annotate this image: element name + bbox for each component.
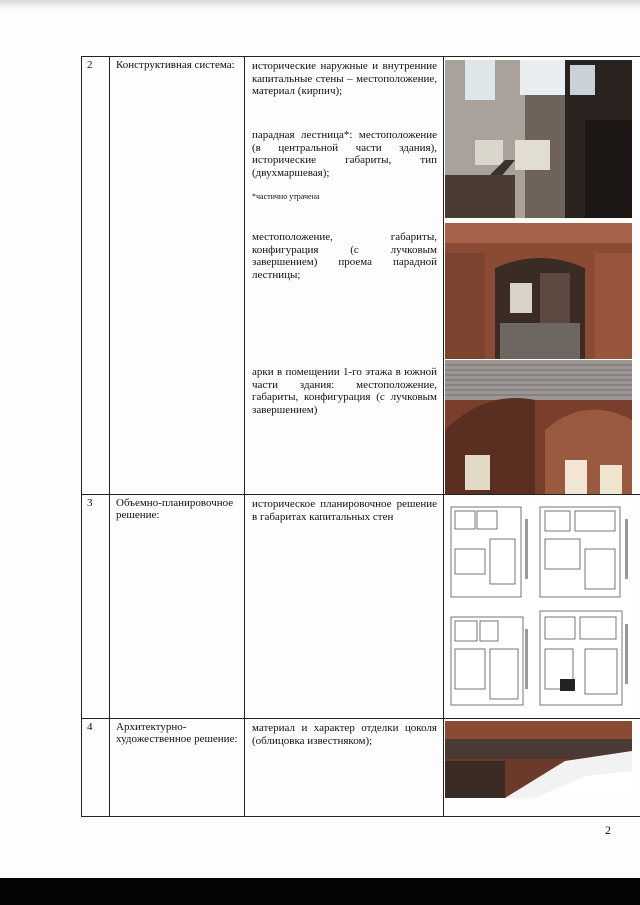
text-block: материал и характер отделки цоколя (облицовка известняком); [252, 722, 437, 747]
heritage-spec-table [81, 56, 640, 817]
scan-top-edge [0, 0, 640, 10]
photo-cell [444, 57, 640, 495]
text-block: местоположение, габариты, конфигурация (с лучковым завершением) проема парадной лестницы; [252, 231, 437, 281]
row-number: 2 [82, 57, 110, 495]
text-block: исторические наружные и внутренние капитальные стены – местоположение, материал (кирпич); [252, 60, 437, 98]
row-number: 4 [82, 719, 110, 817]
text-block: арки в помещении 1-го этажа в южной части здания: местоположение, габариты, конфигурация (с лучковым завершением) [252, 366, 437, 416]
ground-floor-arches-photo [445, 360, 632, 494]
table-row [82, 719, 640, 817]
scan-bottom-edge [0, 878, 640, 905]
floor-plans-image [445, 499, 632, 714]
text-block: парадная лестница*: местоположение (в центральной части здания), исторические габариты, тип (двухмаршевая); [252, 129, 437, 179]
page-number: 2 [605, 823, 611, 837]
plinth-photo [445, 721, 632, 798]
photo-cell [444, 495, 640, 719]
photo-cell [444, 719, 640, 817]
table-row [82, 495, 640, 719]
row-description [245, 495, 444, 719]
staircase-photo [445, 60, 632, 218]
row-title: Конструктивная система: [110, 57, 245, 495]
stair-opening-photo [445, 223, 632, 359]
table-row [82, 57, 640, 495]
row-number: 3 [82, 495, 110, 719]
row-title: Объемно-планировочное решение: [110, 495, 245, 719]
row-title: Архитектурно-художественное решение: [110, 719, 245, 817]
row-description [245, 57, 444, 495]
footnote: *частично утрачена [252, 192, 320, 201]
text-block: историческое планировочное решение в габаритах капитальных стен [252, 498, 437, 523]
row-description [245, 719, 444, 817]
